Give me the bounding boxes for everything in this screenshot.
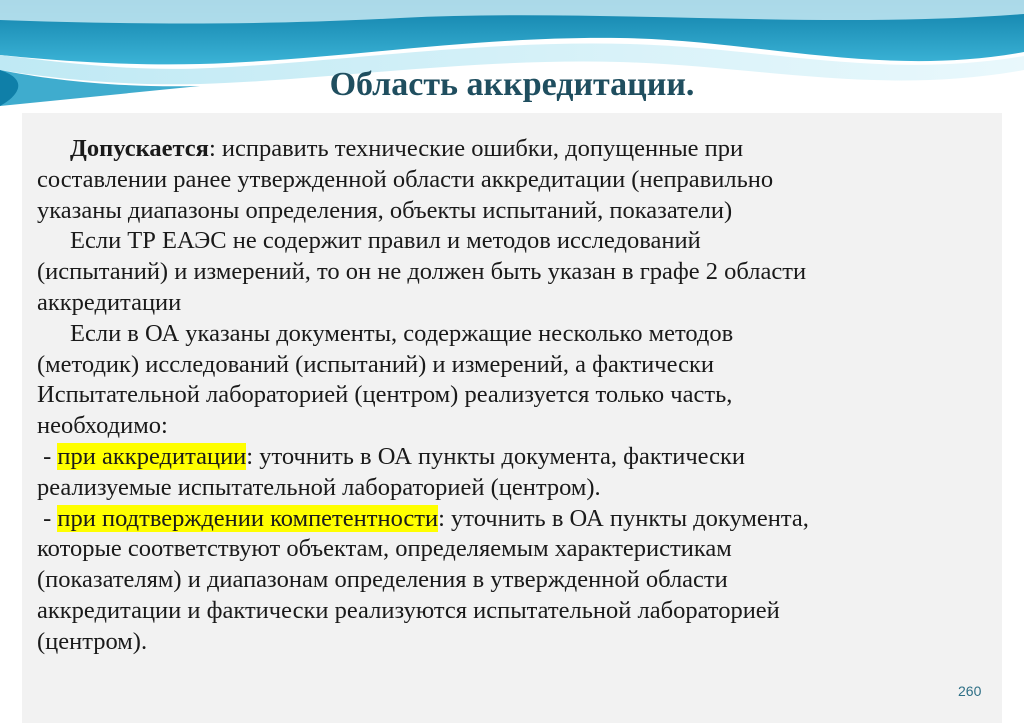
paragraph-line: аккредитации и фактически реализуются испытательной лабораторией: [37, 596, 780, 624]
paragraph-line: которые соответствуют объектам, определяемым характеристикам: [37, 535, 732, 563]
paragraph-line: (показателям) и диапазонам определения в утвержденной области: [37, 566, 728, 594]
paragraph-line: Если в ОА указаны документы, содержащие несколько методов: [70, 319, 734, 347]
bullet-dash: -: [37, 504, 58, 532]
text-fragment: : уточнить в ОА пункты документа,: [438, 504, 809, 532]
paragraph-line: необходимо:: [37, 412, 168, 440]
text-fragment: : уточнить в ОА пункты документа, фактически: [246, 442, 746, 470]
paragraph-line: (испытаний) и измерений, то он не должен быть указан в графе 2 области: [37, 258, 807, 286]
paragraph-line: (методик) исследований (испытаний) и измерений, а фактически: [37, 350, 714, 378]
paragraph-line: Если ТР ЕАЭС не содержит правил и методов исследований: [70, 227, 701, 255]
highlight-accreditation: при аккредитации: [57, 442, 247, 470]
paragraph-line: указаны диапазоны определения, объекты испытаний, показатели): [37, 196, 733, 224]
bullet-line: [37, 504, 1007, 535]
slide-body: [37, 134, 1007, 658]
paragraph-line: Испытательной лабораторией (центром) реализуется только часть,: [37, 381, 733, 409]
paragraph-line: аккредитации: [37, 288, 182, 316]
page-number: 260: [958, 683, 982, 699]
paragraph-line: составлении ранее утвержденной области аккредитации (неправильно: [37, 165, 774, 193]
paragraph-line: (центром).: [37, 627, 148, 655]
bullet-dash: -: [37, 442, 58, 470]
slide-title: Область аккредитации.: [329, 66, 695, 103]
bullet-line: [37, 442, 1007, 473]
text-fragment: : исправить технические ошибки, допущенные при: [208, 135, 744, 162]
paragraph-line: [37, 134, 1007, 165]
paragraph-line: реализуемые испытательной лабораторией (центром).: [37, 473, 601, 501]
term-allowed: Допускается: [70, 135, 209, 162]
highlight-competence: при подтверждении компетентности: [57, 504, 439, 532]
